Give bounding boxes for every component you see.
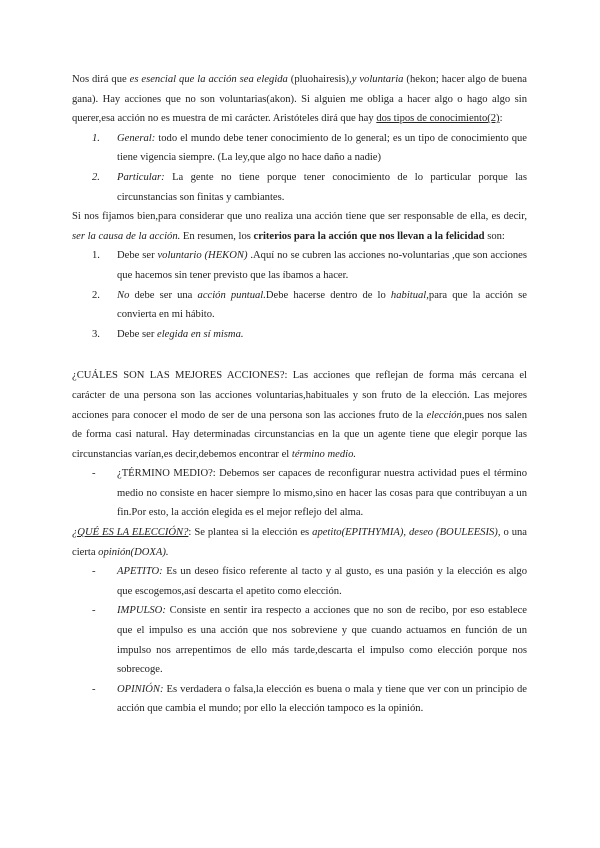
paragraph-criteria xyxy=(72,207,527,246)
italic-run: elegida en sí misma. xyxy=(157,328,244,340)
list-item xyxy=(72,325,527,345)
italic-run: es esencial que la acción sea elegida xyxy=(129,74,288,85)
list-item xyxy=(72,601,527,679)
underlined-italic-run: ¿QUÉ ES LA ELECCIÓN? xyxy=(72,527,189,539)
italic-run: apetito(EPITHYMIA), deseo (BOULEESIS), xyxy=(312,527,501,539)
list-dash: - xyxy=(92,566,96,578)
list-number: 1. xyxy=(92,250,100,262)
item-text: La gente no tiene porque tener conocimiento de lo particular porque las circunstancias son finitas y cambiantes. xyxy=(117,171,527,203)
paragraph-choice xyxy=(72,523,527,562)
paragraph-best-actions xyxy=(72,366,527,464)
item-text: ¿TÉRMINO MEDIO?: Debemos ser capaces de reconfigurar nuestra actividad pues el término medio no consiste en hacer siempre lo mismo,sino en hacer las cosas para que contribuyan a un fin.Por esto, la acción elegida es el mejor reflejo del alma. xyxy=(117,468,527,519)
list-item xyxy=(72,129,527,168)
document-page xyxy=(72,70,527,719)
item-heading: Particular: xyxy=(117,171,165,183)
underlined-run: dos tipos de conocimiento(2) xyxy=(376,113,500,125)
list-number: 1. xyxy=(92,132,100,144)
item-heading: OPINIÓN: xyxy=(117,683,164,695)
italic-run: No xyxy=(117,289,130,301)
text-run: : Se plantea si la elección es xyxy=(188,527,313,539)
text-run: pues nos salen de forma casi natural. Hay determinadas circunstancias en la que un agente tiene que elegir porque las circunstancias varían,es decir,debemos encontrar el xyxy=(72,409,527,460)
choices-list xyxy=(72,562,527,719)
list-item xyxy=(72,464,527,523)
item-heading: IMPULSO: xyxy=(117,605,166,617)
text-run: debe ser una xyxy=(129,289,198,301)
criteria-list xyxy=(72,246,527,344)
list-number: 3. xyxy=(92,328,100,340)
list-item xyxy=(72,168,527,207)
text-run: Nos dirá que xyxy=(72,74,130,85)
text-run: ¿CUÁLES SON LAS MEJORES ACCIONES?: Las acciones que reflejan de forma más cercana el carácter de una persona son las acciones voluntarias,habituales y son fruto de la elección. Las mejores acciones para conocer el modo de ser de una persona son las acciones fruto de la xyxy=(72,370,527,421)
italic-run: ser la causa de la acción. xyxy=(72,230,181,242)
text-run: Debe hacerse dentro de lo xyxy=(265,289,391,301)
text-run: para que la acción se convierta en mi hábito. xyxy=(117,289,528,321)
blank-line xyxy=(72,344,527,362)
italic-run: opinión(DOXA). xyxy=(98,546,169,558)
italic-run: término medio. xyxy=(291,448,357,460)
item-text: Es un deseo físico referente al tacto y al gusto, es una pasión y la elección es algo que escogemos,así descarta el apetito como elección. xyxy=(117,566,527,597)
italic-run: voluntario (HEKON) xyxy=(157,250,248,262)
item-heading: General: xyxy=(117,132,156,144)
list-dash: - xyxy=(92,683,96,695)
list-item xyxy=(72,286,527,325)
list-item xyxy=(72,562,527,601)
text-run: Debe ser xyxy=(117,328,158,340)
list-number: 2. xyxy=(92,289,100,301)
text-run: (pluohairesis) xyxy=(287,74,350,85)
bold-run: criterios para la acción que nos llevan a la felicidad xyxy=(253,230,485,242)
item-text: Es verdadera o falsa,la elección es buena o mala y tiene que ver con un principio de acción que cambia el mundo; por ello la elección tampoco es la opinión. xyxy=(117,683,527,715)
paragraph-intro xyxy=(72,70,527,129)
list-item xyxy=(72,680,527,719)
text-run: .Aquí no se cubren las acciones no-voluntarias ,que son acciones que hacemos sin tener previsto que las íbamos a hacer. xyxy=(117,250,527,281)
italic-run: acción puntual. xyxy=(197,289,266,301)
list-dash: - xyxy=(92,468,96,480)
list-number: 2. xyxy=(92,171,100,183)
medio-list xyxy=(72,464,527,523)
item-heading: APETITO: xyxy=(117,566,163,578)
italic-run: habitual, xyxy=(390,289,429,301)
text-run: o una cierta xyxy=(72,527,528,558)
italic-run: ,y voluntaria xyxy=(349,74,404,85)
item-text: Consiste en sentir ira respecto a acciones que no son de recibo, por eso establece que el impulso es una acción que nos sobreviene y que cuando actuamos en función de un impulso nos arrepentimos de ello más tarde,descarta el impulso como elección porque nos sobrecoge. xyxy=(117,605,527,676)
list-item xyxy=(72,246,527,285)
text-run: Si nos fijamos bien,para considerar que uno realiza una acción tiene que ser responsable de ella, es decir, xyxy=(72,211,527,223)
text-run: (hekon; hacer algo de buena gana). Hay acciones que no son voluntarias(akon). Si alguien me obliga a hacer algo o hago algo sin querer,esa acción no es muestra de mi carácter. Aristóteles dirá que hay xyxy=(72,74,527,125)
text-run: En resumen, los xyxy=(180,230,254,242)
knowledge-list xyxy=(72,129,527,207)
italic-run: elección, xyxy=(426,409,465,421)
text-run: son: xyxy=(484,230,505,242)
text-run: : xyxy=(499,113,503,125)
list-dash: - xyxy=(92,605,96,617)
item-text: todo el mundo debe tener conocimiento de lo general; es un tipo de conocimiento que tiene vigencia siempre. (La ley,que algo no hace daño a nadie) xyxy=(117,132,527,164)
text-run: Debe ser xyxy=(117,250,158,262)
